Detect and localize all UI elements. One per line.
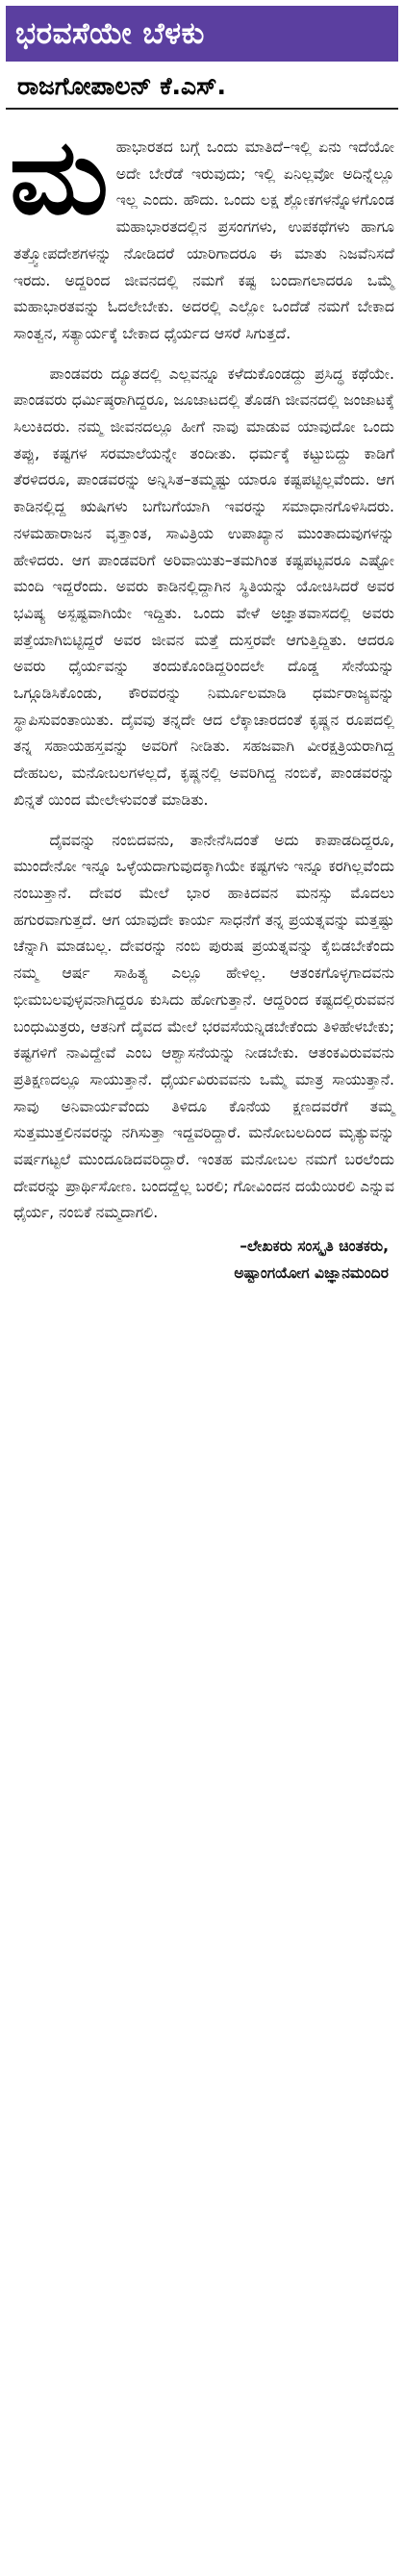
article-paragraph-2: ಪಾಂಡವರು ದ್ಯೂತದಲ್ಲಿ ಎಲ್ಲವನ್ನೂ ಕಳೆದುಕೊಂಡದ್ದು ಪ್ರಸಿದ್ಧ ಕಥೆಯೇ. ಪಾಂಡವರು ಧರ್ಮಿಷ್ಠರಾಗಿದ್ದರೂ, ಜೂಜಾಟದಲ್ಲಿ ತೊಡಗಿ ಜೀವನದಲ್ಲಿ ಜಂಜಾಟಕ್ಕೆ ಸಿಲುಕಿದರು. ನಮ್ಮ ಜೀವನದಲ್ಲೂ ಹೀಗೆ ನಾವು ಮಾಡುವ ಯಾವುದೋ ಒಂದು ತಪ್ಪು, ಕಷ್ಟಗಳ ಸರಮಾಲೆಯನ್ನೇ ತಂದೀತು. ಧರ್ಮಕ್ಕೆ ಕಟ್ಟುಬಿದ್ದು ಕಾಡಿಗೆ ತೆರಳಿದರೂ, ಪಾಂಡವರನ್ನು ಅನ್ನಿಸಿತ–ತಮ್ಮಷ್ಟು ಯಾರೂ ಕಷ್ಟಪಟ್ಟಿಲ್ಲವೆಂದು. ಆಗ ಕಾಡಿನಲ್ಲಿದ್ದ ಋಷಿಗಳು ಬಗೆಬಗೆಯಾಗಿ ಇವರನ್ನು ಸಮಾಧಾನಗೊಳಿಸಿದರು. ನಳಮಹಾರಾಜನ ವೃತ್ತಾಂತ, ಸಾವಿತ್ರಿಯ ಉಪಾಖ್ಯಾನ ಮುಂತಾದುವುಗಳನ್ನು ಹೇಳಿದರು. ಆಗ ಪಾಂಡವರಿಗೆ ಅರಿವಾಯಿತು–ತಮಗಿಂತ ಕಷ್ಟಪಟ್ಟವರೂ ಎಷ್ಟೋ ಮಂದಿ ಇದ್ದರೆಂದು. ಅವರು ಕಾಡಿನಲ್ಲಿದ್ದಾಗಿನ ಸ್ಥಿತಿಯನ್ನು ಯೋಚಿಸಿದರೆ ಅವರ ಭವಿಷ್ಯ ಅಸ್ಪಷ್ಟವಾಗಿಯೇ ಇದ್ದಿತು. ಒಂದು ವೇಳೆ ಅಜ್ಞಾತವಾಸದಲ್ಲಿ ಅವರು ಪತ್ತೆಯಾಗಿಬಿಟ್ಟಿದ್ದರೆ ಅವರ ಜೀವನ ಮತ್ತೆ ದುಸ್ತರವೇ ಆಗುತ್ತಿದ್ದಿತು. ಆದರೂ ಅವರು ಧೈರ್ಯವನ್ನು ತಂದುಕೊಂಡಿದ್ದರಿಂದಲೇ ದೊಡ್ಡ ಸೇನೆಯನ್ನು ಒಗ್ಗೂಡಿಸಿಕೊಂಡು, ಕೌರವರನ್ನು ನಿರ್ಮೂಲಮಾಡಿ ಧರ್ಮರಾಜ್ಯವನ್ನು ಸ್ಥಾಪಿಸುವಂತಾಯಿತು. ದೈವವು ತನ್ನದೇ ಆದ ಲೆಕ್ಕಾಚಾರದಂತೆ ಕೃಷ್ಣನ ರೂಪದಲ್ಲಿ ತನ್ನ ಸಹಾಯಹಸ್ತವನ್ನು ಅವರಿಗೆ ನೀಡಿತು. ಸಹಜವಾಗಿ ವೀರಕ್ಷತ್ರಿಯರಾಗಿದ್ದ ದೇಹಬಲ, ಮನೋಬಲಗಳಲ್ಲದೆ, ಕೃಷ್ಣನಲ್ಲಿ ಅವರಿಗಿದ್ದ ನಂಬಿಕೆ, ಪಾಂಡವರನ್ನು ಖಿನ್ನತೆ ಯಿಂದ ಮೇಲೇಳುವಂತೆ ಮಾಡಿತು. xyxy=(13,364,395,809)
column-title: ಭರವಸೆಯೇ ಬೆಳಕು xyxy=(15,15,205,51)
credit-line-2: ಅಷ್ಟಾಂಗಯೋಗ ವಿಜ್ಞಾನಮಂದಿರ xyxy=(234,1264,389,1283)
paragraph-text: ಹಾಭಾರತದ ಬಗ್ಗೆ ಒಂದು ಮಾತಿದೆ–ಇಲ್ಲಿ ಏನು ಇದೆಯೋ ಅದೇ ಬೇರೆಡೆ ಇರುವುದು; ಇಲ್ಲಿ ಏನಿಲ್ಲವೋ ಅದಿನ್ನೆಲ್ಲೂ ಇಲ್ಲ ಎಂದು. ಹೌದು. ಒಂದು ಲಕ್ಷ ಶ್ಲೋಕಗಳನ್ನೊಳಗೊಂಡ ಮಹಾಭಾರತದಲ್ಲಿನ ಪ್ರಸಂಗಗಳು, ಉಪಕಥೆಗಳು ಹಾಗೂ ತತ್ತ್ವೋಪದೇಶಗಳನ್ನು ನೋಡಿದರೆ ಯಾರಿಗಾದರೂ ಈ ಮಾತು ನಿಜವೆನಿಸದೆ ಇರದು. ಅದ್ದರಿಂದ ಜೀವನದಲ್ಲಿ ನಮಗೆ ಕಷ್ಟ ಬಂದಾಗಲಾದರೂ ಒಮ್ಮೆ ಮಹಾಭಾರತವನ್ನು ಓದಲೇಬೇಕು. ಅದರಲ್ಲಿ ಎಲ್ಲೋ ಒಂದೆಡೆ ನಮಗೆ ಬೇಕಾದ ಸಾಂತ್ವನ, ಸತ್ಯಾರ್ಯಕ್ಕೆ ಬೇಕಾದ ಧೈರ್ಯದ ಆಸರೆ ಸಿಗುತ್ತದೆ. xyxy=(13,138,394,342)
byline-divider xyxy=(6,108,398,110)
author-credit xyxy=(13,1233,394,1287)
article-paragraph-3: ದೈವವನ್ನು ನಂಬಿದವನು, ತಾನೇನೆಸಿದಂತೆ ಅದು ಕಾಪಾಡದಿದ್ದರೂ, ಮುಂದೇನೋ ಇನ್ನೂ ಒಳ್ಳೆಯದಾಗುವುದಕ್ಕಾಗಿಯೇ ಕಷ್ಟಗಳು ಇನ್ನೂ ಕರಗಿಲ್ಲವೆಂದು ನಂಬುತ್ತಾನೆ. ದೇವರ ಮೇಲೆ ಭಾರ ಹಾಕಿದವನ ಮನಸ್ಸು ಮೊದಲು ಹಗುರವಾಗುತ್ತದೆ. ಆಗ ಯಾವುದೇ ಕಾರ್ಯ ಸಾಧನೆಗೆ ತನ್ನ ಪ್ರಯತ್ನವನ್ನು ಮತ್ತಷ್ಟು ಚೆನ್ನಾಗಿ ಮಾಡಬಲ್ಲ. ದೇವರನ್ನು ನಂಬಿ ಪುರುಷ ಪ್ರಯತ್ನವನ್ನು ಕೈಬಿಡಬೇಕೆಂದು ನಮ್ಮ ಆರ್ಷ ಸಾಹಿತ್ಯ ಎಲ್ಲೂ ಹೇಳಿಲ್ಲ. ಆತಂಕಗೊಳ್ಳಗಾದವನು ಭೀಮಬಲವುಳ್ಳವನಾಗಿದ್ದರೂ ಕುಸಿದು ಹೋಗುತ್ತಾನೆ. ಆದ್ದರಿಂದ ಕಷ್ಟದಲ್ಲಿರುವವನ ಬಂಧುಮಿತ್ರರು, ಆತನಿಗೆ ದೈವದ ಮೇಲೆ ಭರವಸೆಯನ್ನಿಡಬೇಕೆಂದು ತಿಳಿಹೇಳಬೇಕು; ಕಷ್ಟಗಳಿಗೆ ನಾವಿದ್ದೇವೆ ಎಂಬ ಆಶ್ವಾಸನೆಯನ್ನು ನೀಡಬೇಕು. ಆತಂಕವಿರುವವನು ಪ್ರತಿಕ್ಷಣದಲ್ಲೂ ಸಾಯುತ್ತಾನೆ. ಧೈರ್ಯವಿರುವವನು ಒಮ್ಮೆ ಮಾತ್ರ ಸಾಯುತ್ತಾನೆ. ಸಾವು ಅನಿವಾರ್ಯವೆಂದು ತಿಳಿದೂ ಕೊನೆಯ ಕ್ಷಣದವರೆಗೆ ತಮ್ಮ ಸುತ್ತಮುತ್ತಲಿನವರನ್ನು ನಗಿಸುತ್ತಾ ಇದ್ದವರಿದ್ದಾರೆ. ಮನೋಬಲದಿಂದ ಮೃತ್ಯುವನ್ನು ವರ್ಷಗಟ್ಟಲೆ ಮುಂದೂಡಿದವರಿದ್ದಾರೆ. ಇಂತಹ ಮನೋಬಲ ನಮಗೆ ಬರಲೆಂದು ದೇವರನ್ನು ಪ್ರಾರ್ಥಿಸೋಣ. ಬಂದದ್ದೆಲ್ಲ ಬರಲಿ; ಗೋವಿಂದನ ದಯೆಯಿರಲಿ ಎನ್ನುವ ಧೈರ್ಯ, ನಂಬಿಕೆ ನಮ್ಮದಾಗಲಿ. xyxy=(13,831,394,1222)
author-name: ರಾಜಗೋಪಾಲನ್ ಕೆ.ಎಸ್. xyxy=(17,72,226,100)
article-paragraph-1 xyxy=(10,116,394,348)
byline xyxy=(6,65,398,108)
article-body xyxy=(10,116,395,1287)
drop-cap: ಮ xyxy=(10,116,109,238)
column-header-banner xyxy=(6,6,398,62)
credit-line-1: –ಲೇಖಕರು ಸಂಸ್ಕೃತಿ ಚಿಂತಕರು, xyxy=(240,1238,389,1256)
